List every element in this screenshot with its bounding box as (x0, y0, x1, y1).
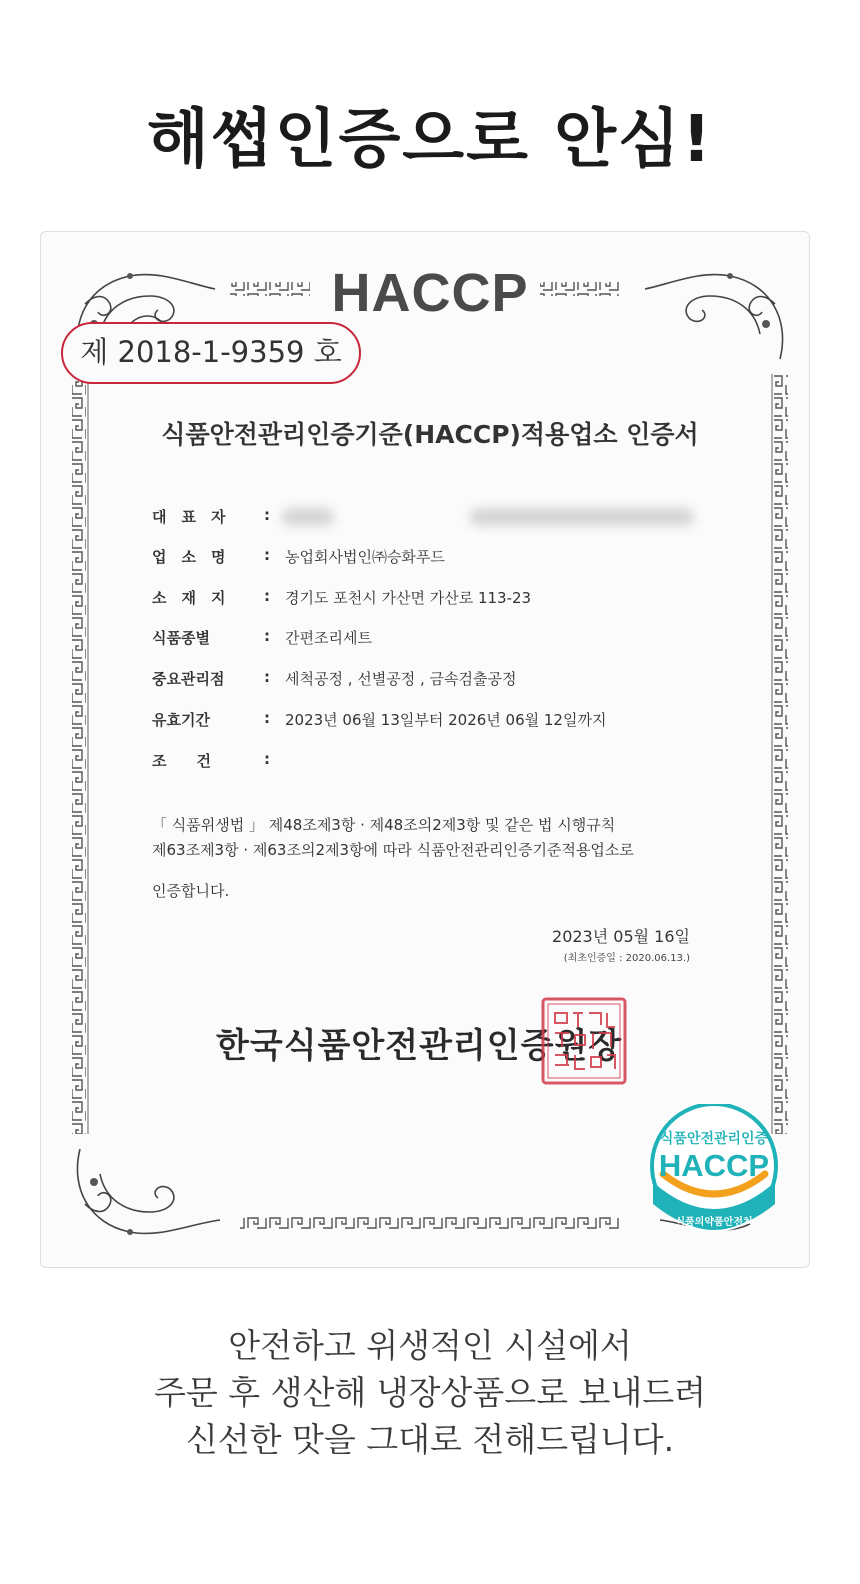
badge-main-text: HACCP (658, 1148, 770, 1183)
field-colon: : (264, 506, 270, 524)
badge-top-text: 식품안전관리인증 (659, 1131, 769, 1147)
field-label: 대 표 자 (152, 508, 226, 526)
redacted-name (282, 508, 334, 526)
page-headline: 해썹인증으로 안심! (146, 103, 714, 177)
redacted-info (470, 508, 694, 526)
field-value: 경기도 포천시 가산면 가산로 113-23 (285, 589, 532, 607)
body-line-1: 「 식품위생법 」 제48조제3항 · 제48조의2제3항 및 같은 법 시행규칙 (152, 816, 616, 834)
field-value: 세척공정 , 선별공정 , 금속검출공정 (285, 670, 517, 688)
haccp-logo-text: HACCP (331, 263, 529, 323)
closing-line-1: 안전하고 위생적인 시설에서 (228, 1326, 632, 1365)
field-colon: : (264, 668, 270, 686)
field-colon: : (264, 709, 270, 727)
issuer-name: 한국식품안전관리인증원장 (216, 1026, 623, 1066)
field-colon: : (264, 750, 270, 768)
field-label: 중요관리점 (152, 670, 225, 688)
first-cert-date: (최초인증일 : 2020.06.13.) (563, 953, 690, 964)
field-colon: : (264, 627, 270, 645)
official-seal (541, 997, 627, 1085)
certificate-number: 제 2018-1-9359 호 (61, 322, 361, 384)
closing-line-2: 주문 후 생산해 냉장상품으로 보내드려 (153, 1373, 706, 1412)
closing-message (0, 1322, 860, 1463)
issue-date: 2023년 05월 16일 (552, 927, 690, 946)
field-label: 업 소 명 (152, 548, 226, 566)
field-colon: : (264, 587, 270, 605)
body-line-2: 제63조제3항 · 제63조의2제3항에 따라 식품안전관리인증기준적용업소로 (152, 841, 634, 859)
field-label: 유효기간 (152, 711, 210, 729)
field-label: 조 건 (152, 752, 211, 770)
field-value: 농업회사법인㈜승화푸드 (285, 548, 445, 566)
field-value: 2023년 06월 13일부터 2026년 06월 12일까지 (285, 711, 607, 729)
body-line-3: 인증합니다. (152, 882, 230, 900)
badge-bottom-text: 식품의약품안전처 (675, 1217, 753, 1228)
field-label: 식품종별 (152, 629, 210, 647)
field-value: 간편조리세트 (285, 629, 372, 647)
closing-line-3: 신선한 맛을 그대로 전해드립니다. (185, 1420, 675, 1459)
certificate-title: 식품안전관리인증기준(HACCP)적용업소 인증서 (161, 420, 699, 449)
field-colon: : (264, 546, 270, 564)
field-label: 소 재 지 (152, 589, 226, 607)
